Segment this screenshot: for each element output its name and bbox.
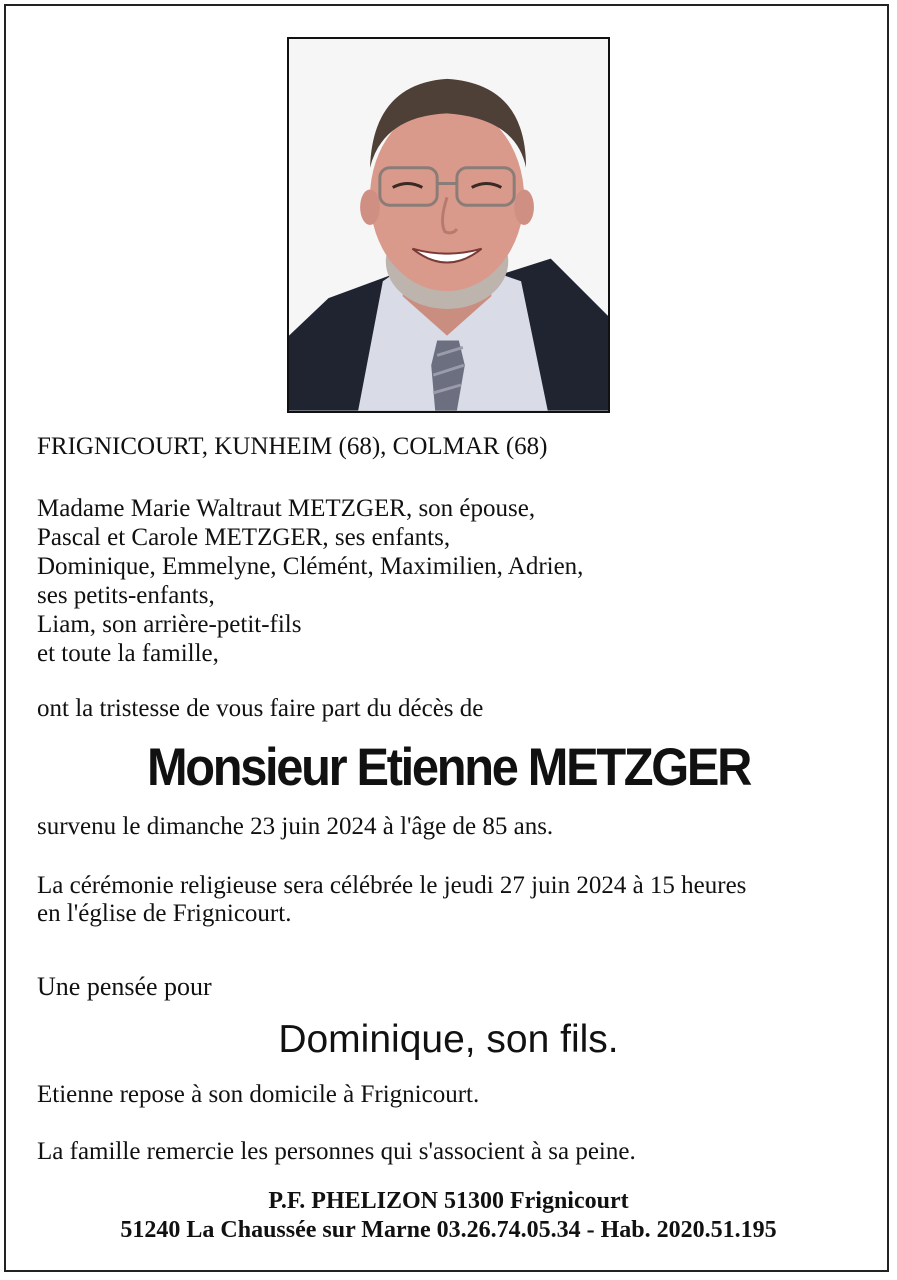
family-line: Dominique, Emmelyne, Clémént, Maximilien, Adrien, <box>37 553 584 580</box>
family-line: Pascal et Carole METZGER, ses enfants, <box>37 524 451 551</box>
places-line: FRIGNICOURT, KUNHEIM (68), COLMAR (68) <box>37 433 548 460</box>
family-thanks: La famille remercie les personnes qui s'associent à sa peine. <box>37 1138 636 1165</box>
funeral-home-line-2: 51240 La Chaussée sur Marne 03.26.74.05.34 - Hab. 2020.51.195 <box>120 1217 777 1243</box>
thought-name: Dominique, son fils. <box>278 1018 619 1061</box>
funeral-home-line-1: P.F. PHELIZON 51300 Frignicourt <box>268 1188 629 1214</box>
portrait-illustration <box>289 39 608 411</box>
ceremony-line-1: La cérémonie religieuse sera célébrée le jeudi 27 juin 2024 à 15 heures <box>37 872 747 899</box>
ceremony-line-2: en l'église de Frignicourt. <box>37 900 292 927</box>
thought-intro: Une pensée pour <box>37 972 212 1001</box>
deceased-name: Monsieur Etienne METZGER <box>146 738 751 797</box>
family-line: ses petits-enfants, <box>37 582 215 609</box>
family-line: Madame Marie Waltraut METZGER, son épouse, <box>37 495 536 522</box>
announcement-intro: ont la tristesse de vous faire part du décès de <box>37 695 484 722</box>
family-line: Liam, son arrière-petit-fils <box>37 611 302 638</box>
rest-location: Etienne repose à son domicile à Frignicourt. <box>37 1081 480 1108</box>
portrait-photo <box>287 37 610 413</box>
family-list <box>37 494 583 668</box>
death-info: survenu le dimanche 23 juin 2024 à l'âge de 85 ans. <box>37 813 554 840</box>
family-line: et toute la famille, <box>37 640 219 667</box>
